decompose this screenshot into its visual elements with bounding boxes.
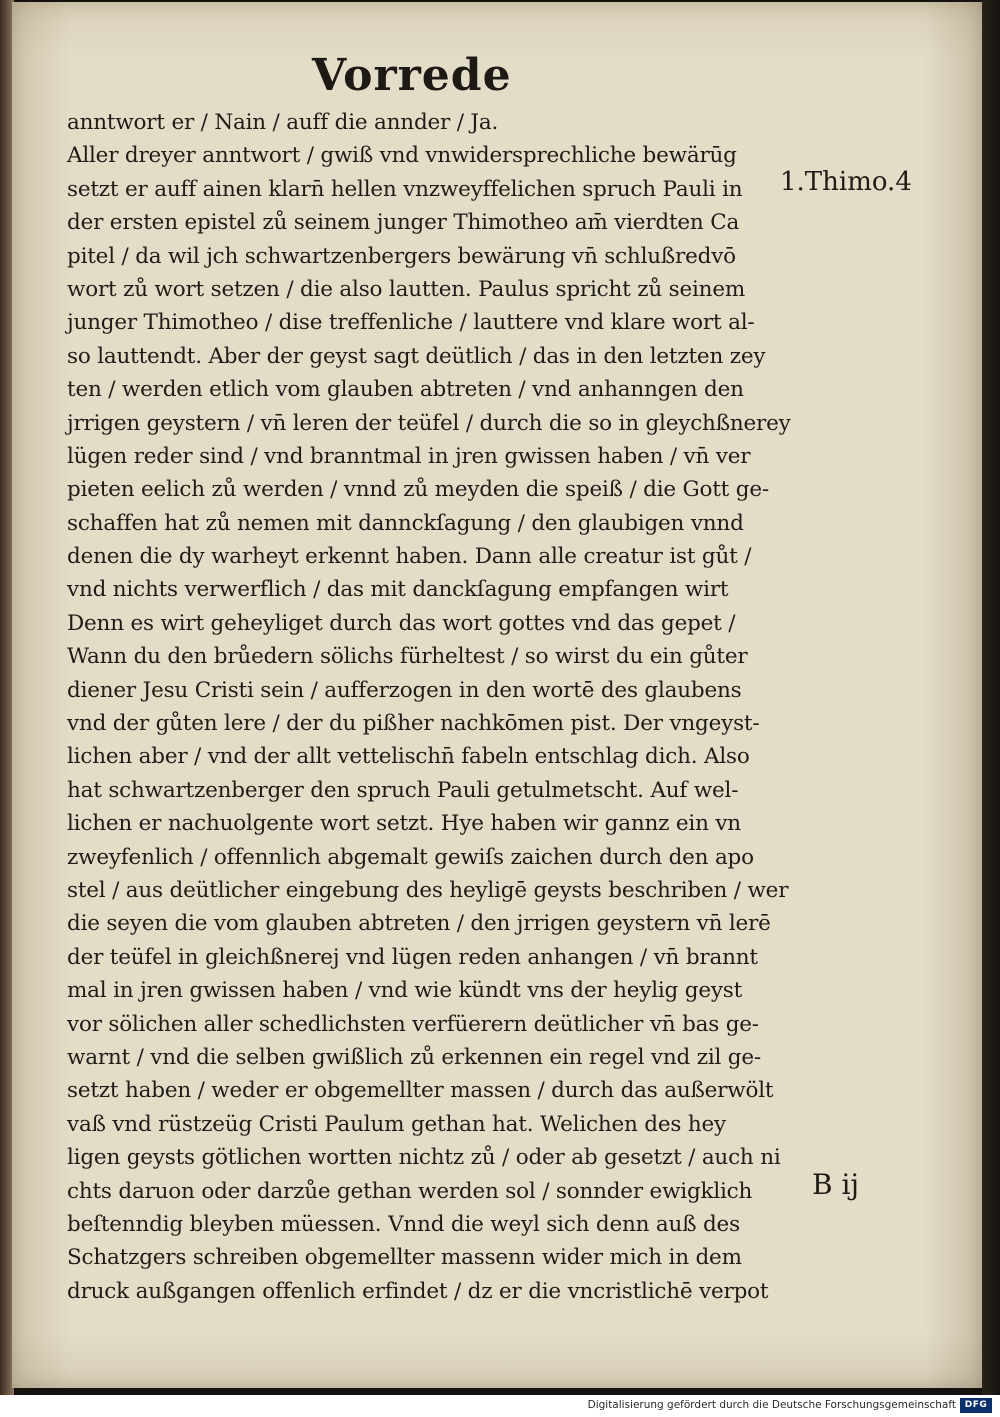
text-line: Schatzgers schreiben obgemellter massenn wider mich in dem	[67, 1245, 742, 1271]
text-line: ligen geysts götlichen wortten nichtz zů / oder ab gesetzt / auch ni	[67, 1145, 781, 1171]
text-line: Denn es wirt geheyliget durch das wort gottes vnd das gepet /	[67, 610, 736, 636]
text-line: chts daruon oder darzůe gethan werden sol / sonnder ewigklich	[67, 1178, 753, 1204]
dfg-logo-icon: DFG	[960, 1398, 992, 1413]
text-line: wort zů wort setzen / die also lautten. Paulus spricht zů seinem	[67, 276, 746, 302]
text-line: anntwort er / Nain / auff die annder / Ja.	[67, 110, 499, 135]
text-line: lügen reder sind / vnd branntmal in jren gwissen haben / vn̄ ver	[67, 443, 751, 469]
text-line: pieten eelich zů werden / vnnd zů meyden die speiß / die Gott ge-	[67, 477, 769, 503]
text-line: lichen er nachuolgente wort setzt. Hye haben wir gannz ein vn	[67, 811, 741, 837]
text-line: mal in jren gwissen haben / vnd wie kündt vns der heylig geyst	[67, 978, 743, 1004]
text-line: denen die dy warheyt erkennt haben. Dann alle creatur ist gůt /	[67, 544, 752, 570]
text-line: warnt / vnd die selben gwißlich zů erkennen ein regel vnd zil ge-	[67, 1044, 761, 1070]
text-line: pitel / da wil jch schwartzenbergers bewärung vn̄ schlußredvō	[67, 243, 736, 269]
marginal-note: 1.Thimo.4	[780, 167, 912, 197]
text-line: hat schwartzenberger den spruch Pauli getulmetscht. Auf wel-	[67, 777, 739, 803]
body-text	[67, 106, 791, 1308]
text-line: vor sölichen aller schedlichsten verfüerern deütlicher vn̄ bas ge-	[67, 1011, 759, 1037]
text-line: der teüfel in gleichßnerej vnd lügen reden anhangen / vn̄ brannt	[67, 944, 758, 970]
text-line: der ersten epistel zů seinem junger Thimotheo am̄ vierdten Ca	[67, 210, 740, 236]
running-head: Vorrede	[312, 50, 512, 101]
text-line: schaffen hat zů nemen mit dannckſagung / den glaubigen vnnd	[67, 510, 744, 536]
signature-mark: B ij	[812, 1168, 860, 1201]
text-line: junger Thimotheo / dise treffenliche / lauttere vnd klare wort al-	[67, 310, 755, 336]
text-line: vaß vnd rüstzeüg Cristi Paulum gethan hat. Welichen des hey	[67, 1111, 726, 1137]
text-line: jrrigen geystern / vn̄ leren der teüfel / durch die so in gleychßnerey	[67, 410, 791, 436]
text-line: druck außgangen offenlich erfindet / dz er die vncristlichē verpot	[67, 1278, 769, 1304]
book-page	[12, 2, 982, 1388]
text-line: ten / werden etlich vom glauben abtreten / vnd anhanngen den	[67, 377, 744, 403]
text-line: zweyfenlich / offennlich abgemalt gewiſs zaichen durch den apo	[67, 844, 754, 870]
page-edge	[982, 0, 1000, 1395]
text-line: Aller dreyer anntwort / gwiß vnd vnwidersprechliche bewärūg	[67, 143, 737, 169]
text-line: setzt haben / weder er obgemellter massen / durch das außerwölt	[67, 1078, 774, 1104]
footer-credit: Digitalisierung gefördert durch die Deutsche Forschungsgemeinschaft	[587, 1399, 956, 1411]
text-line: vnd nichts verwerflich / das mit danckſagung empfangen wirt	[67, 577, 729, 603]
text-line: die seyen die vom glauben abtreten / den jrrigen geystern vn̄ lerē	[67, 911, 771, 937]
text-line: so lauttendt. Aber der geyst sagt deütlich / das in den letzten zey	[67, 343, 766, 369]
text-line: diener Jesu Cristi sein / aufferzogen in den wortē des glaubens	[67, 677, 742, 703]
text-line: Wann du den brůedern sölichs fürheltest / so wirst du ein gůter	[67, 644, 748, 670]
text-line: setzt er auff ainen klarn̄ hellen vnzweyffelichen spruch Pauli in	[67, 176, 743, 202]
text-line: vnd der gůten lere / der du pißher nachkōmen pist. Der vngeyst-	[67, 711, 760, 737]
text-line: lichen aber / vnd der allt vettelischn̄ fabeln entschlag dich. Also	[67, 744, 750, 770]
text-line: stel / aus deütlicher eingebung des heyligē geysts beschriben / wer	[67, 877, 789, 903]
text-line: beſtenndig bleyben müessen. Vnnd die weyl sich denn auß des	[67, 1211, 740, 1237]
